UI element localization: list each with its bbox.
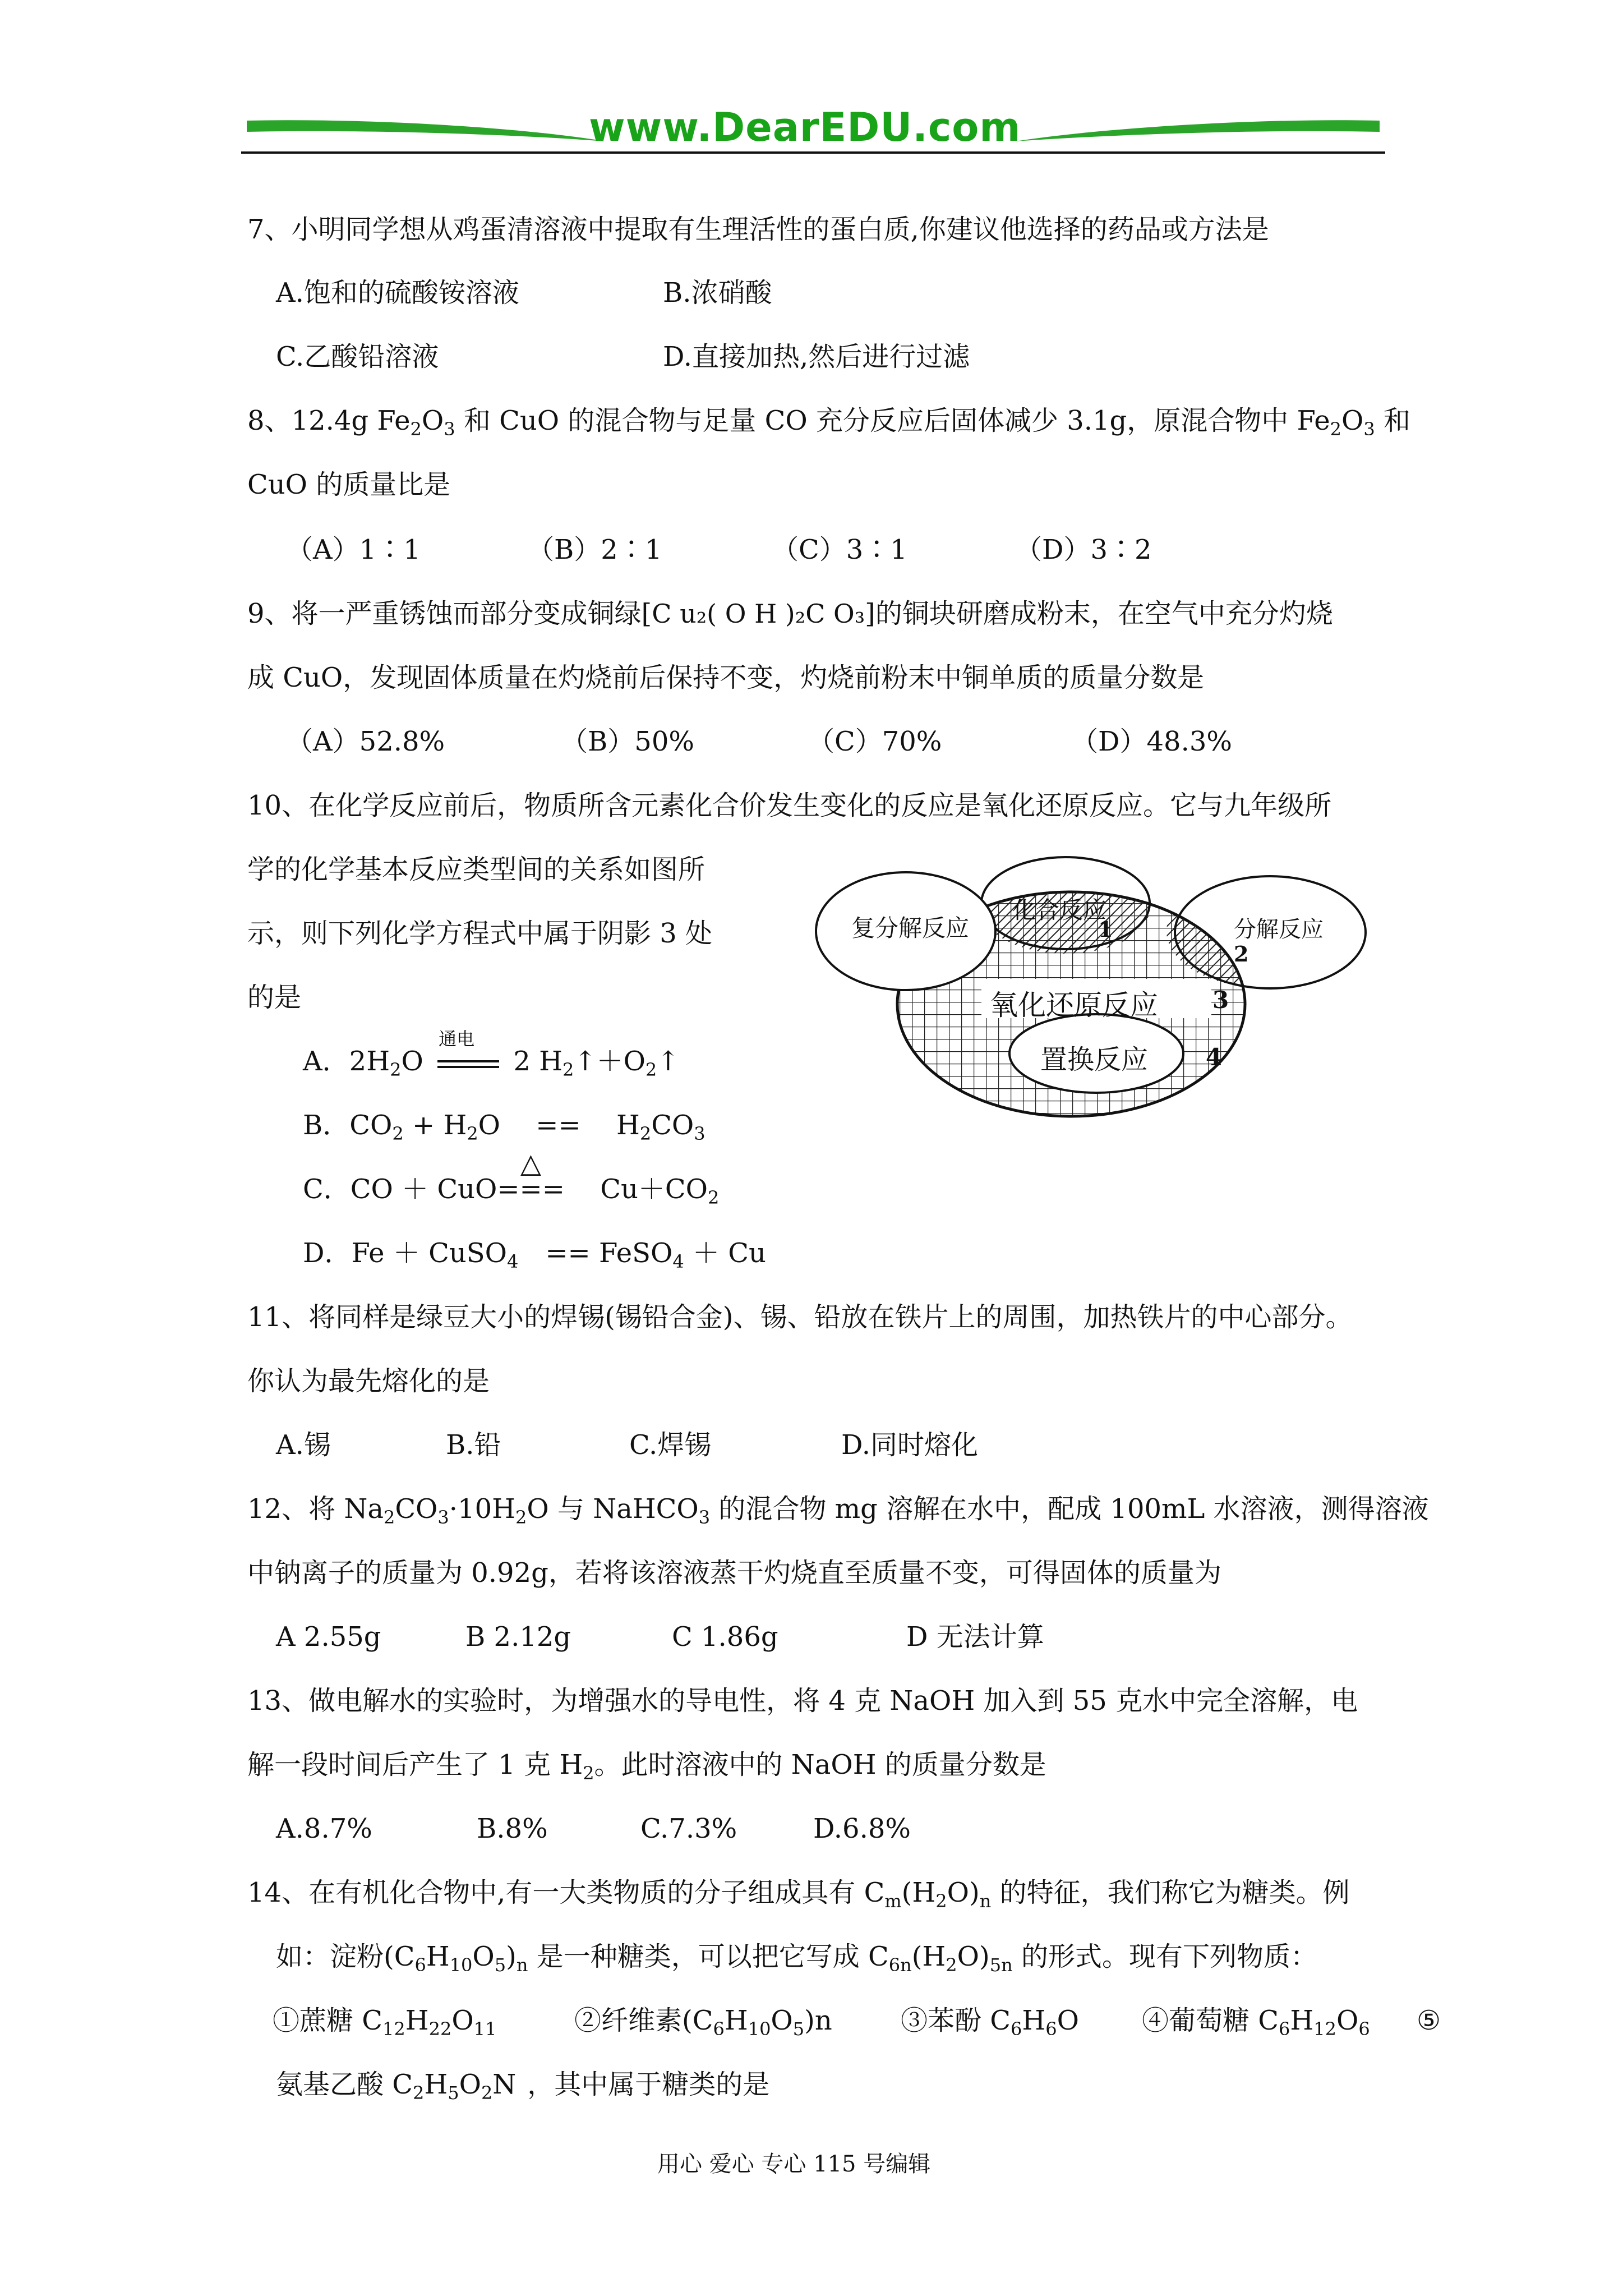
site-logo-text: www.DearEDU.com [589, 104, 1021, 150]
q14-item-5: 氨基乙酸 $C_2H_5O_2N$ ，其中属于糖类的是 [276, 2069, 770, 2104]
q9-option-c: （C）70% [808, 726, 942, 757]
label-region-1: 1 [1098, 917, 1113, 942]
q9-stem-line1: 9、将一严重锈蚀而部分变成铜绿[C u₂( O H )₂C O₃]的铜块研磨成粉末，在空气中充分灼烧 [247, 598, 1333, 629]
q14-item-2: ②纤维素$(C_6H_{10}O_5)n$ [574, 2005, 832, 2040]
q8-stem-line2: CuO 的质量比是 [247, 469, 451, 500]
q11-option-d: D.同时熔化 [841, 1429, 979, 1461]
label-combination: 化合反应 [1012, 896, 1107, 924]
q11-stem-line2: 你认为最先熔化的是 [247, 1365, 490, 1397]
q12-option-d: D 无法计算 [906, 1621, 1044, 1653]
q10-stem-line1: 10、在化学反应前后，物质所含元素化合价发生变化的反应是氧化还原反应。它与九年级所 [247, 790, 1332, 821]
q12-option-c: C 1.86g [672, 1621, 778, 1653]
label-double-displacement: 复分解反应 [851, 914, 970, 942]
q9-option-a: （A）52.8% [286, 726, 445, 757]
label-region-3: 3 [1212, 986, 1229, 1014]
label-decomposition: 分解反应 [1234, 917, 1324, 942]
q9-stem-line2: 成 CuO，发现固体质量在灼烧前后保持不变，灼烧前粉末中铜单质的质量分数是 [247, 662, 1205, 693]
q10-option-c: △ C．CO ＋ CuO=== $Cu+CO_2$ [303, 1148, 720, 1208]
header-banner [241, 104, 1385, 163]
q14-item-1: ①蔗糖 $C_{12}H_{22}O_{11}$ [273, 2005, 497, 2040]
q14-stem-line1: 14、在有机化合物中,有一大类物质的分子组成具有 $C_m(H_2O)_n$ 的特征，我们称它为糖类。例 [247, 1877, 1350, 1912]
q14-item-5-marker: ⑤ [1417, 2005, 1441, 2036]
reaction-types-venn-diagram [813, 841, 1385, 1122]
q8-option-c: （C）3∶1 [772, 534, 907, 565]
electrolysis-condition: 通电 [439, 1028, 475, 1050]
q13-option-a: A.8.7% [276, 1813, 372, 1844]
label-redox: 氧化还原反应 [990, 989, 1158, 1022]
verdigris-formula: C u₂( O H )₂C O₃ [652, 599, 865, 629]
q8-option-b: （B）2∶1 [527, 534, 662, 565]
q8-option-a: （A）1∶1 [286, 534, 421, 565]
q13-stem-line2: 解一段时间后产生了 1 克 $H_2$。此时溶液中的 NaOH 的质量分数是 [247, 1749, 1046, 1784]
q11-option-b: B.铅 [446, 1429, 501, 1461]
q8-option-d: （D）3∶2 [1015, 534, 1152, 565]
q8-stem-line1: 8、12.4g $Fe_2O_3$ 和 CuO 的混合物与足量 CO 充分反应后固体减少 3.1g，原混合物中 $Fe_2O_3$ 和 [247, 405, 1410, 440]
q7-option-d: D.直接加热,然后进行过滤 [663, 341, 970, 372]
q12-option-a: A 2.55g [276, 1621, 381, 1653]
q13-option-c: C.7.3% [640, 1813, 737, 1844]
q7-stem: 7、小明同学想从鸡蛋清溶液中提取有生理活性的蛋白质,你建议他选择的药品或方法是 [247, 214, 1269, 245]
q11-option-a: A.锡 [276, 1429, 331, 1461]
q7-option-c: C.乙酸铅溶液 [276, 341, 439, 372]
q10-stem-line4: 的是 [247, 982, 302, 1013]
q10-option-d: D．Fe ＋ CuSO$_4$ == FeSO$_4$ ＋ Cu [303, 1237, 766, 1272]
q7-option-a: A.饱和的硫酸铵溶液 [276, 277, 519, 309]
q10-stem-line3: 示，则下列化学方程式中属于阴影 3 处 [247, 918, 713, 949]
q9-option-b: （B）50% [561, 726, 694, 757]
q14-item-3: ③苯酚 $C_6H_6O$ [901, 2005, 1079, 2040]
label-region-2: 2 [1234, 941, 1249, 967]
q12-option-b: B 2.12g [465, 1621, 571, 1653]
q14-item-4: ④葡萄糖 $C_6H_{12}O_6$ [1142, 2005, 1370, 2040]
q10-option-b: B．$CO_2 + H_2O$ == $H_2CO_3$ [303, 1110, 706, 1144]
q11-stem-line1: 11、将同样是绿豆大小的焊锡(锡铅合金)、锡、铅放在铁片上的周围，加热铁片的中心部分。 [247, 1301, 1353, 1333]
label-displacement: 置换反应 [1040, 1044, 1149, 1075]
page-footer: 用心 爱心 专心 115 号编辑 [657, 2151, 931, 2177]
q9-option-d: （D）48.3% [1071, 726, 1232, 757]
q7-option-b: B.浓硝酸 [663, 277, 772, 309]
q13-option-b: B.8% [477, 1813, 548, 1844]
q12-stem-line1: 12、将 $Na_2CO_3\cdot 10H_2O$ 与 NaHCO$_3$ 的混合物 mg 溶解在水中，配成 100mL 水溶液，测得溶液 [247, 1493, 1429, 1528]
q11-option-c: C.焊锡 [629, 1429, 712, 1461]
q13-stem-line1: 13、做电解水的实验时，为增强水的导电性，将 4 克 NaOH 加入到 55 克水中完全溶解，电 [247, 1685, 1358, 1717]
q13-option-d: D.6.8% [813, 1813, 911, 1844]
label-region-4: 4 [1206, 1043, 1223, 1071]
q10-option-a: A．$2H_2O$ 通电 2 $H_2↑+O_2↑$ [303, 1028, 680, 1080]
q14-stem-line2: 如：淀粉$(C_6H_{10}O_5)_n$ 是一种糖类，可以把它写成 $C_{6n}(H_2O)_{5n}$ 的形式。现有下列物质： [276, 1941, 1317, 1976]
q10-stem-line2: 学的化学基本反应类型间的关系如图所 [247, 854, 706, 885]
heating-condition: △ [520, 1148, 541, 1179]
q12-stem-line2: 中钠离子的质量为 0.92g，若将该溶液蒸干灼烧直至质量不变，可得固体的质量为 [247, 1557, 1221, 1589]
